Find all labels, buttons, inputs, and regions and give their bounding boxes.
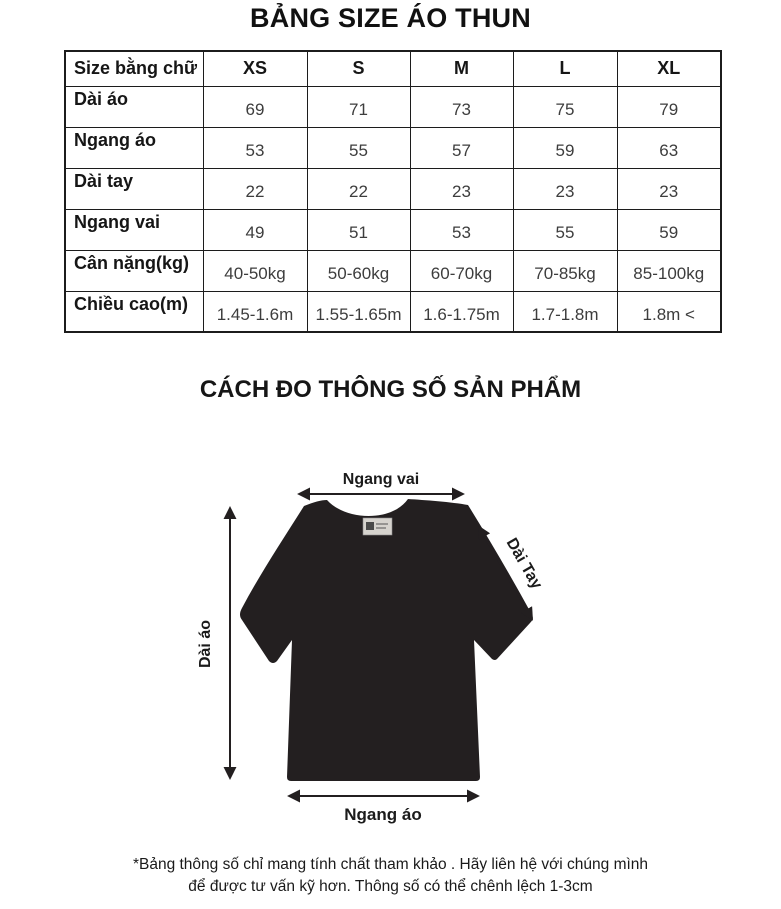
table-header-row (65, 51, 721, 86)
page-title: BẢNG SIZE ÁO THUN (250, 3, 531, 33)
sleeve-length-label: Dài Tay (502, 535, 546, 593)
column-header-xl: XL (617, 51, 721, 86)
size-value-cell: 23 (410, 168, 513, 209)
column-header-l: L (513, 51, 617, 86)
size-value-cell: 70-85kg (513, 250, 617, 291)
disclaimer-line-1: *Bảng thông số chỉ mang tính chất tham khảo . Hãy liên hệ với chúng mình (132, 856, 649, 873)
size-value-cell: 73 (410, 86, 513, 127)
size-value-cell: 1.6-1.75m (410, 291, 513, 332)
size-value-cell: 79 (617, 86, 721, 127)
size-value-cell: 59 (617, 209, 721, 250)
size-value-cell: 57 (410, 127, 513, 168)
size-value-cell: 1.55-1.65m (307, 291, 410, 332)
size-value-cell: 23 (617, 168, 721, 209)
size-value-cell: 71 (307, 86, 410, 127)
tshirt-silhouette (240, 499, 533, 781)
table-row (65, 127, 721, 168)
tshirt-measurement-diagram (180, 448, 570, 846)
row-label: Ngang áo (65, 127, 203, 168)
row-label: Dài áo (65, 86, 203, 127)
collar-tag-logo (366, 522, 374, 530)
size-value-cell: 22 (203, 168, 307, 209)
size-value-cell: 49 (203, 209, 307, 250)
row-label: Chiều cao(m) (65, 291, 203, 332)
size-value-cell: 85-100kg (617, 250, 721, 291)
size-value-cell: 69 (203, 86, 307, 127)
size-value-cell: 53 (203, 127, 307, 168)
size-value-cell: 1.8m < (617, 291, 721, 332)
column-header-s: S (307, 51, 410, 86)
measurement-section-title: CÁCH ĐO THÔNG SỐ SẢN PHẨM (199, 376, 582, 403)
table-row (65, 86, 721, 127)
size-value-cell: 63 (617, 127, 721, 168)
size-value-cell: 59 (513, 127, 617, 168)
size-value-cell: 50-60kg (307, 250, 410, 291)
size-value-cell: 53 (410, 209, 513, 250)
size-value-cell: 22 (307, 168, 410, 209)
size-value-cell: 60-70kg (410, 250, 513, 291)
shoulder-width-label: Ngang vai (342, 471, 420, 488)
size-value-cell: 1.7-1.8m (513, 291, 617, 332)
size-value-cell: 1.45-1.6m (203, 291, 307, 332)
size-value-cell: 75 (513, 86, 617, 127)
table-row (65, 291, 721, 332)
table-row (65, 168, 721, 209)
size-value-cell: 40-50kg (203, 250, 307, 291)
size-value-cell: 55 (513, 209, 617, 250)
disclaimer-footnote (0, 854, 781, 898)
shirt-width-label: Ngang áo (344, 805, 422, 824)
size-value-cell: 23 (513, 168, 617, 209)
column-header-m: M (410, 51, 513, 86)
size-value-cell: 51 (307, 209, 410, 250)
table-corner-header: Size bằng chữ (65, 51, 203, 86)
size-table (64, 50, 722, 333)
row-label: Dài tay (65, 168, 203, 209)
table-row (65, 250, 721, 291)
row-label: Cân nặng(kg) (65, 250, 203, 291)
column-header-xs: XS (203, 51, 307, 86)
disclaimer-line-2: để được tư vấn kỹ hơn. Thông số có thể chênh lệch 1-3cm (188, 878, 593, 895)
shirt-length-label: Dài áo (197, 619, 214, 669)
row-label: Ngang vai (65, 209, 203, 250)
size-value-cell: 55 (307, 127, 410, 168)
table-row (65, 209, 721, 250)
